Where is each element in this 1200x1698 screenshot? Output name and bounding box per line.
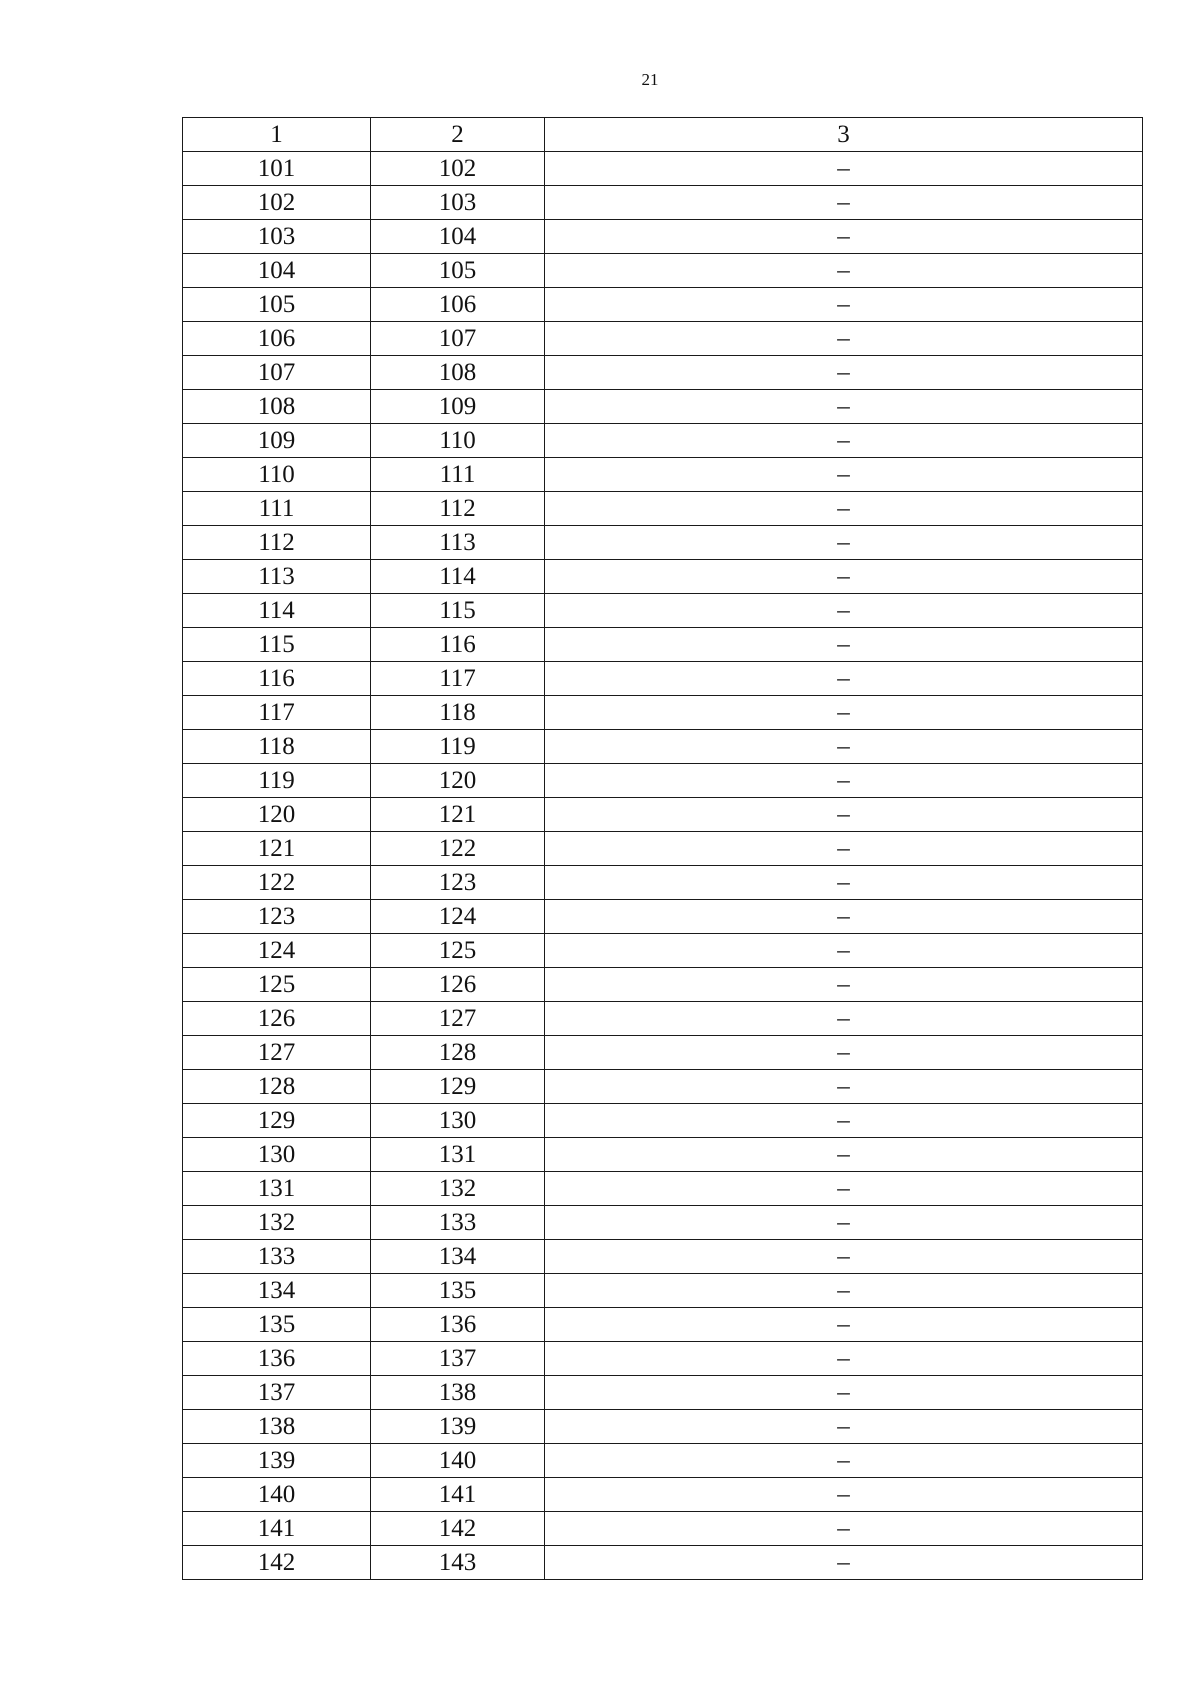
table-row: [183, 254, 1143, 288]
table-row: [183, 1206, 1143, 1240]
table-cell: –: [545, 764, 1143, 798]
table-cell: 134: [183, 1274, 371, 1308]
table-cell: 104: [183, 254, 371, 288]
table-row: [183, 1546, 1143, 1580]
table-cell: 103: [371, 186, 545, 220]
table-cell: 142: [371, 1512, 545, 1546]
table-cell: 109: [371, 390, 545, 424]
table-cell: –: [545, 900, 1143, 934]
table-cell: 107: [183, 356, 371, 390]
table-cell: –: [545, 1206, 1143, 1240]
table-cell: 112: [183, 526, 371, 560]
table-cell: 113: [371, 526, 545, 560]
table-cell: 121: [371, 798, 545, 832]
table-cell: 107: [371, 322, 545, 356]
table-cell: 106: [183, 322, 371, 356]
column-header: 2: [371, 118, 545, 152]
table-cell: 130: [183, 1138, 371, 1172]
table-cell: 131: [183, 1172, 371, 1206]
table-row: [183, 1240, 1143, 1274]
table-cell: –: [545, 356, 1143, 390]
table-cell: –: [545, 1036, 1143, 1070]
table-cell: 124: [183, 934, 371, 968]
table-cell: –: [545, 1342, 1143, 1376]
table-cell: 133: [183, 1240, 371, 1274]
table-cell: –: [545, 220, 1143, 254]
table-row: [183, 526, 1143, 560]
table-cell: 136: [183, 1342, 371, 1376]
table-cell: 141: [371, 1478, 545, 1512]
table-cell: –: [545, 458, 1143, 492]
table-cell: 141: [183, 1512, 371, 1546]
table-body: [183, 118, 1143, 1580]
table-cell: 118: [183, 730, 371, 764]
table-cell: –: [545, 1138, 1143, 1172]
table-cell: 121: [183, 832, 371, 866]
table-cell: 126: [371, 968, 545, 1002]
table-row: [183, 628, 1143, 662]
table-cell: 120: [371, 764, 545, 798]
data-table: [182, 117, 1143, 1580]
table-cell: –: [545, 152, 1143, 186]
table-row: [183, 662, 1143, 696]
table-cell: 143: [371, 1546, 545, 1580]
table-row: [183, 1172, 1143, 1206]
table-cell: –: [545, 1070, 1143, 1104]
table-cell: 119: [183, 764, 371, 798]
table-cell: 108: [183, 390, 371, 424]
data-table-container: [182, 117, 1142, 1580]
table-cell: –: [545, 526, 1143, 560]
table-row: [183, 560, 1143, 594]
table-cell: 118: [371, 696, 545, 730]
table-cell: 117: [371, 662, 545, 696]
table-cell: 125: [183, 968, 371, 1002]
table-row: [183, 934, 1143, 968]
table-cell: –: [545, 832, 1143, 866]
table-row: [183, 1410, 1143, 1444]
table-cell: –: [545, 628, 1143, 662]
table-cell: –: [545, 1002, 1143, 1036]
table-row: [183, 696, 1143, 730]
table-cell: 137: [371, 1342, 545, 1376]
table-row: [183, 1274, 1143, 1308]
table-cell: 105: [183, 288, 371, 322]
table-cell: 139: [183, 1444, 371, 1478]
table-cell: 137: [183, 1376, 371, 1410]
table-row: [183, 1342, 1143, 1376]
table-row: [183, 1070, 1143, 1104]
table-cell: –: [545, 1410, 1143, 1444]
table-cell: –: [545, 696, 1143, 730]
table-cell: 109: [183, 424, 371, 458]
table-cell: –: [545, 322, 1143, 356]
table-cell: 125: [371, 934, 545, 968]
table-row: [183, 492, 1143, 526]
table-row: [183, 1104, 1143, 1138]
table-cell: 138: [183, 1410, 371, 1444]
table-cell: 119: [371, 730, 545, 764]
table-cell: 104: [371, 220, 545, 254]
table-cell: 138: [371, 1376, 545, 1410]
table-cell: –: [545, 798, 1143, 832]
column-header: 3: [545, 118, 1143, 152]
table-cell: 111: [183, 492, 371, 526]
table-cell: –: [545, 560, 1143, 594]
table-row: [183, 1512, 1143, 1546]
table-cell: 128: [183, 1070, 371, 1104]
table-cell: 142: [183, 1546, 371, 1580]
table-row: [183, 832, 1143, 866]
table-row: [183, 1036, 1143, 1070]
table-row: [183, 1138, 1143, 1172]
table-row: [183, 866, 1143, 900]
table-cell: 115: [183, 628, 371, 662]
table-cell: 116: [183, 662, 371, 696]
table-cell: 140: [371, 1444, 545, 1478]
table-cell: –: [545, 1104, 1143, 1138]
table-row: [183, 1308, 1143, 1342]
table-cell: 111: [371, 458, 545, 492]
table-cell: 120: [183, 798, 371, 832]
table-row: [183, 424, 1143, 458]
table-cell: 130: [371, 1104, 545, 1138]
table-cell: 126: [183, 1002, 371, 1036]
table-cell: 102: [371, 152, 545, 186]
table-cell: 110: [183, 458, 371, 492]
table-cell: 136: [371, 1308, 545, 1342]
table-cell: 127: [371, 1002, 545, 1036]
table-row: [183, 220, 1143, 254]
table-cell: 114: [183, 594, 371, 628]
table-cell: –: [545, 968, 1143, 1002]
page-number: 21: [641, 70, 659, 89]
table-cell: 135: [371, 1274, 545, 1308]
table-row: [183, 322, 1143, 356]
table-row: [183, 730, 1143, 764]
table-cell: –: [545, 1444, 1143, 1478]
table-cell: 129: [371, 1070, 545, 1104]
table-cell: 102: [183, 186, 371, 220]
table-cell: –: [545, 492, 1143, 526]
table-cell: –: [545, 730, 1143, 764]
table-cell: –: [545, 1240, 1143, 1274]
table-cell: 106: [371, 288, 545, 322]
table-cell: –: [545, 254, 1143, 288]
table-cell: 134: [371, 1240, 545, 1274]
table-cell: 112: [371, 492, 545, 526]
table-cell: 132: [183, 1206, 371, 1240]
table-row: [183, 594, 1143, 628]
table-cell: –: [545, 934, 1143, 968]
table-cell: –: [545, 1308, 1143, 1342]
table-cell: 105: [371, 254, 545, 288]
table-row: [183, 798, 1143, 832]
table-cell: –: [545, 662, 1143, 696]
table-row: [183, 390, 1143, 424]
table-row: [183, 1002, 1143, 1036]
table-cell: 117: [183, 696, 371, 730]
table-row: [183, 764, 1143, 798]
table-cell: 129: [183, 1104, 371, 1138]
table-cell: –: [545, 1546, 1143, 1580]
table-row: [183, 356, 1143, 390]
table-cell: –: [545, 288, 1143, 322]
table-cell: –: [545, 866, 1143, 900]
table-row: [183, 968, 1143, 1002]
table-row: [183, 1478, 1143, 1512]
table-cell: 132: [371, 1172, 545, 1206]
table-row: [183, 152, 1143, 186]
table-cell: –: [545, 390, 1143, 424]
table-cell: 110: [371, 424, 545, 458]
table-cell: 131: [371, 1138, 545, 1172]
column-header: 1: [183, 118, 371, 152]
table-cell: 116: [371, 628, 545, 662]
table-cell: –: [545, 186, 1143, 220]
table-cell: –: [545, 1172, 1143, 1206]
table-row: [183, 1444, 1143, 1478]
table-row: [183, 1376, 1143, 1410]
table-row: [183, 186, 1143, 220]
table-cell: 135: [183, 1308, 371, 1342]
table-cell: 139: [371, 1410, 545, 1444]
table-cell: 108: [371, 356, 545, 390]
table-cell: 122: [183, 866, 371, 900]
table-cell: 122: [371, 832, 545, 866]
table-cell: 140: [183, 1478, 371, 1512]
table-row: [183, 288, 1143, 322]
table-cell: 133: [371, 1206, 545, 1240]
table-cell: –: [545, 1274, 1143, 1308]
table-cell: –: [545, 1478, 1143, 1512]
table-cell: –: [545, 594, 1143, 628]
table-cell: 123: [371, 866, 545, 900]
table-cell: –: [545, 1512, 1143, 1546]
table-cell: 127: [183, 1036, 371, 1070]
table-cell: 113: [183, 560, 371, 594]
table-cell: 114: [371, 560, 545, 594]
table-cell: 101: [183, 152, 371, 186]
table-cell: –: [545, 424, 1143, 458]
table-cell: 124: [371, 900, 545, 934]
table-cell: 123: [183, 900, 371, 934]
table-cell: –: [545, 1376, 1143, 1410]
table-cell: 103: [183, 220, 371, 254]
table-cell: 115: [371, 594, 545, 628]
table-cell: 128: [371, 1036, 545, 1070]
table-row: [183, 900, 1143, 934]
table-row: [183, 458, 1143, 492]
table-header-row: [183, 118, 1143, 152]
